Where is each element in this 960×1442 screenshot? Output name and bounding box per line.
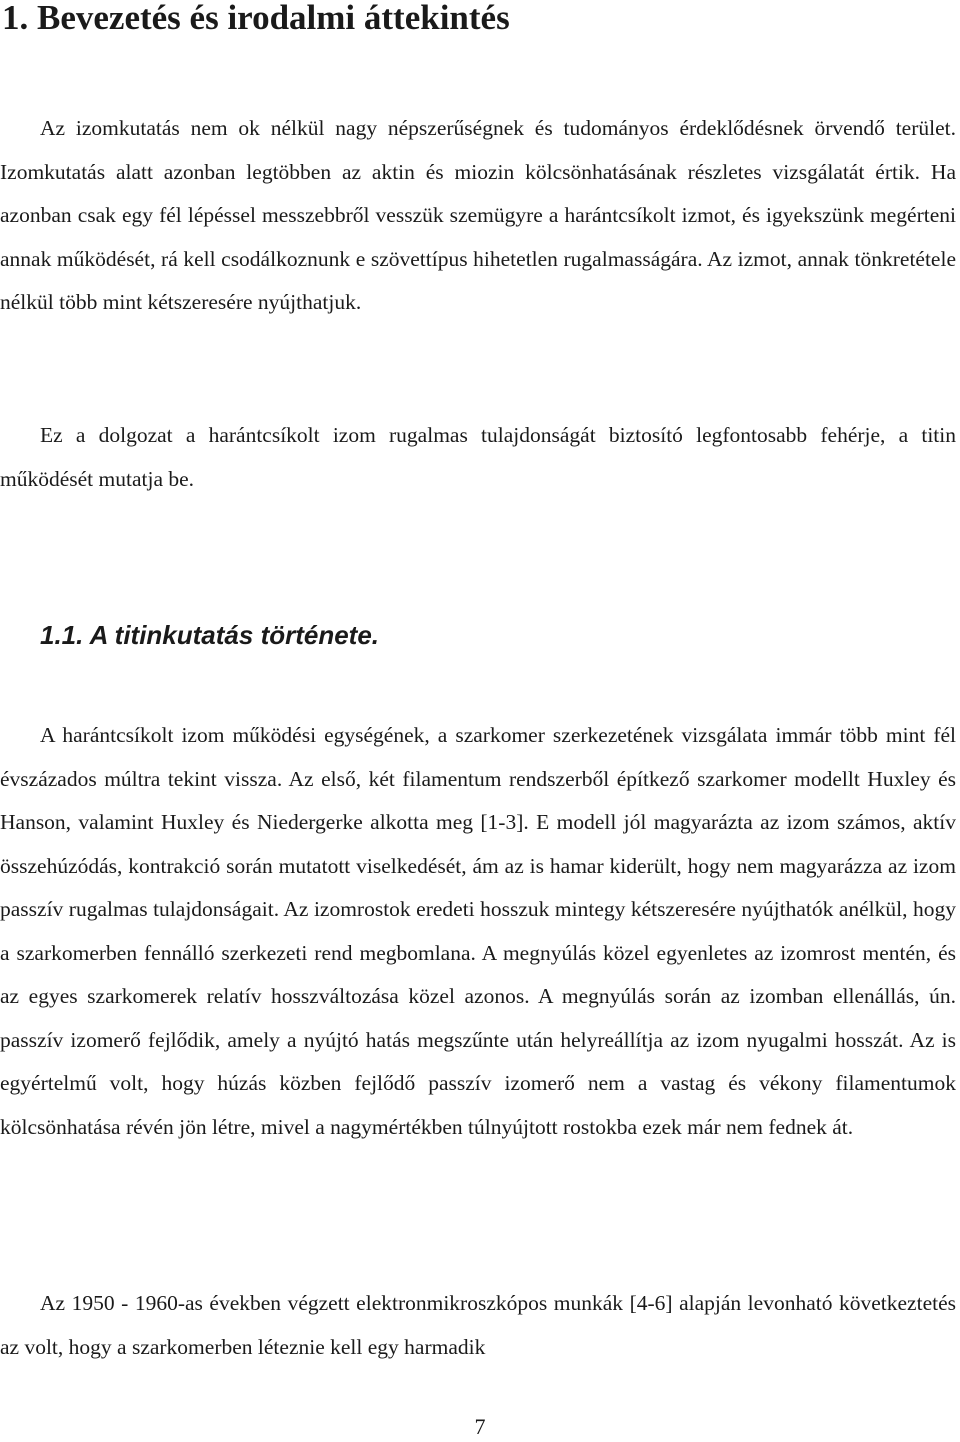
- intro-paragraph: Az izomkutatás nem ok nélkül nagy népszerűségnek és tudományos érdeklődésnek örvendő terület. Izomkutatás alatt azonban legtöbben az aktin és miozin kölcsönhatásának részletes vizsgálatát értik. Ha azonban csak egy fél lépéssel messzebbről vesszük szemügyre a harántcsíkolt izmot, és igyekszünk megérteni annak működését, rá kell csodálkoznunk e szövettípus hihetetlen rugalmasságára. Az izmot, annak tönkretétele nélkül több mint kétszeresére nyújthatjuk.: [0, 116, 956, 314]
- history-paragraph: A harántcsíkolt izom működési egységének, a szarkomer szerkezetének vizsgálata immár több mint fél évszázados múltra tekint vissza. Az első, két filamentum rendszerből építkező szarkomer modellt Huxley és Hanson, valamint Huxley és Niedergerke alkotta meg [1-3]. E modell jól magyarázta az izom számos, aktív összehúzódás, kontrakció során mutatott viselkedését, ám az is hamar kiderült, hogy nem magyarázza az izom passzív rugalmas tulajdonságait. Az izomrostok eredeti hosszuk mintegy kétszeresére nyújthatók anélkül, hogy a szarkomerben fennálló szerkezeti rend megbomlana. A megnyúlás közel egyenletes az izomrost mentén, és az egyes szarkomerek relatív hosszváltozása közel azonos. A megnyúlás során az izomban ellenállás, ún. passzív izomerő fejlődik, amely a nyújtó hatás megszűnte után helyreállítja az izom nyugalmi hosszát. Az is egyértelmű volt, hogy húzás közben fejlődő passzív izomerő nem a vastag és vékony filamentumok kölcsönhatása révén jön létre, mivel a nagymértékben túlnyújtott rostokba ezek már nem fednek át.: [0, 723, 956, 1139]
- chapter-title: 1. Bevezetés és irodalmi áttekintés: [2, 0, 510, 37]
- electron-microscopy-paragraph: Az 1950 - 1960-as években végzett elektronmikroszkópos munkák [4-6] alapján levonható következtetés az volt, hogy a szarkomerben léteznie kell egy harmadik: [0, 1291, 956, 1359]
- section-title: 1.1. A titinkutatás története.: [40, 620, 380, 650]
- scope-paragraph: Ez a dolgozat a harántcsíkolt izom rugalmas tulajdonságát biztosító legfontosabb fehérje, a titin működését mutatja be.: [0, 423, 956, 491]
- page-number: 7: [474, 1414, 486, 1439]
